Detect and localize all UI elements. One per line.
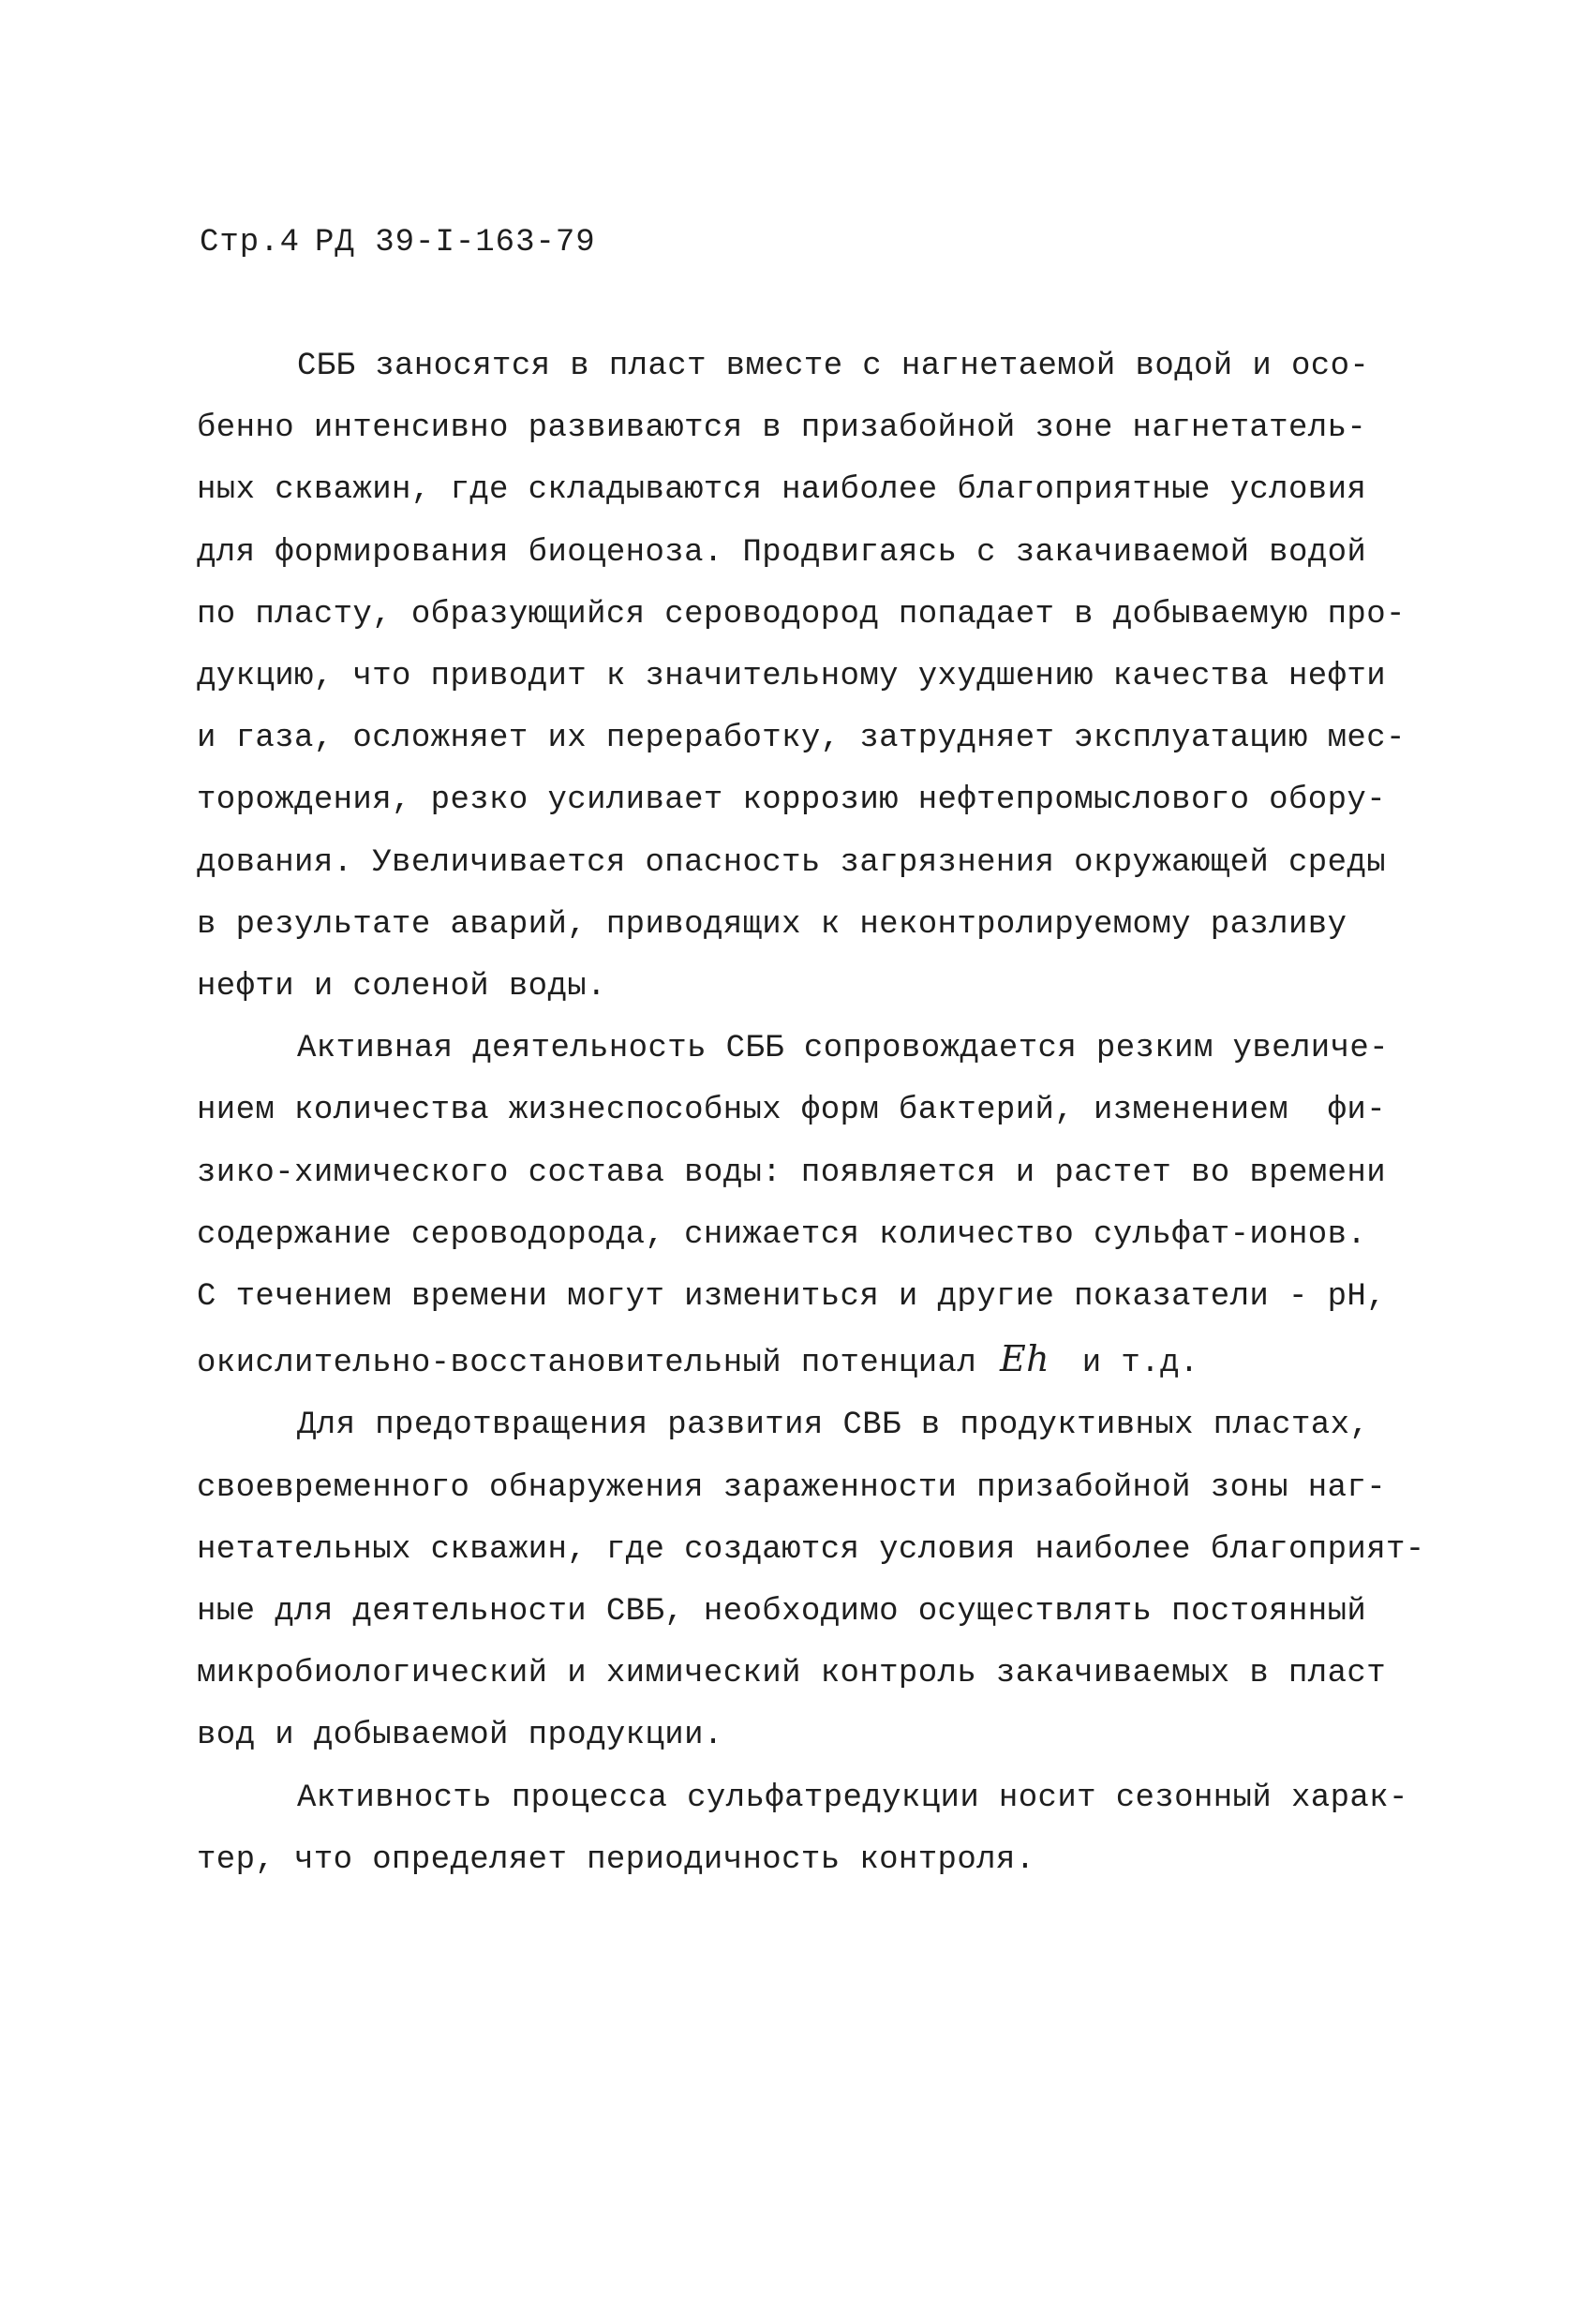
text-line: ные для деятельности СВБ, необходимо осуществлять постоянный	[197, 1594, 1367, 1631]
text-line: Для предотвращения развития СВБ в продуктивных пластах,	[297, 1408, 1370, 1444]
text-line: С течением времени могут измениться и другие показатели - рН,	[197, 1279, 1387, 1316]
text-line: дования. Увеличивается опасность загрязнения окружающей среды	[197, 844, 1387, 881]
text-line: дукцию, что приводит к значительному ухудшению качества нефти	[197, 659, 1387, 695]
eh-symbol: Eh	[999, 1338, 1050, 1380]
text-line: нетательных скважин, где создаются условия наиболее благоприят-	[197, 1531, 1425, 1568]
text-line: бенно интенсивно развиваются в призабойной зоне нагнетатель-	[197, 410, 1367, 447]
page-number-label: Стр.4	[200, 225, 301, 261]
paragraph-1	[197, 335, 1415, 1018]
text-fragment: окислительно-восстановительный потенциал	[197, 1346, 977, 1382]
text-line-with-symbol	[197, 1328, 1415, 1394]
body-text	[197, 335, 1425, 1891]
text-fragment: и т.д.	[1081, 1346, 1199, 1382]
text-line: СББ заносятся в пласт вместе с нагнетаемой водой и осо-	[297, 349, 1370, 384]
text-line: по пласту, образующийся сероводород попадает в добываемую про-	[197, 596, 1406, 633]
text-line: Активная деятельность СББ сопровождается резким увеличе-	[297, 1031, 1389, 1067]
text-line: нием количества жизнеспособных форм бактерий, изменением фи-	[197, 1093, 1387, 1129]
text-line: в результате аварий, приводящих к неконтролируемому разливу	[197, 906, 1347, 943]
document-code: РД 39-I-163-79	[315, 225, 596, 261]
page-header	[200, 225, 596, 261]
text-line: Активность процесса сульфатредукции носит сезонный харак-	[297, 1780, 1408, 1816]
text-line: и газа, осложняет их переработку, затрудняет эксплуатацию мес-	[197, 721, 1406, 757]
text-line: своевременного обнаружения зараженности призабойной зоны наг-	[197, 1469, 1387, 1506]
text-line: вод и добываемой продукции.	[197, 1718, 723, 1754]
text-line: зико-химического состава воды: появляется и растет во времени	[197, 1155, 1387, 1191]
text-line: нефти и соленой воды.	[197, 969, 606, 1006]
paragraph-2	[197, 1018, 1415, 1394]
text-line: содержание сероводорода, снижается количество сульфат-ионов.	[197, 1216, 1367, 1253]
text-line: торождения, резко усиливает коррозию нефтепромыслового обору-	[197, 782, 1387, 819]
paragraph-4	[197, 1767, 1415, 1891]
text-line: ных скважин, где складываются наиболее благоприятные условия	[197, 472, 1367, 509]
text-line: тер, что определяет периодичность контроля.	[197, 1841, 1035, 1878]
paragraph-3	[197, 1394, 1425, 1766]
text-line: микробиологический и химический контроль закачиваемых в пласт	[197, 1656, 1387, 1692]
text-line: для формирования биоценоза. Продвигаясь с закачиваемой водой	[197, 534, 1367, 571]
